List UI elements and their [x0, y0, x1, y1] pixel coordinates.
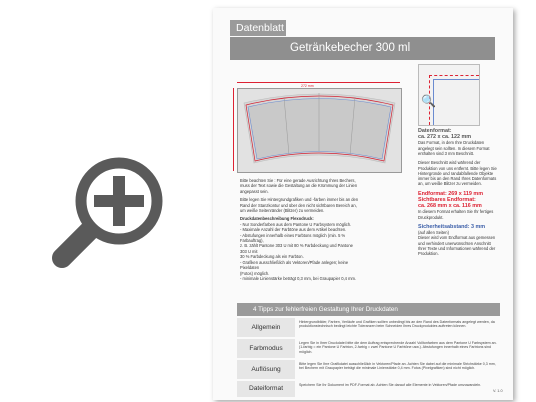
note-background: Bitte legen Sie Hintergrundgrafiken und -farben immer bis an den Rand der Stanzkontur und über den nicht sichtbaren Bereich an, um weiße Seitenränder (Blitzer) zu vermeiden. — [240, 197, 359, 214]
datenformat-value: ca. 272 x ca. 122 mm — [418, 134, 472, 141]
tip-label: Allgemein — [237, 318, 295, 337]
magnifier-icon: 🔍 — [421, 94, 436, 108]
dimension-line-top — [237, 82, 400, 83]
dimension-top-label: 272 mm — [301, 84, 314, 88]
datenformat-text: Das Format, in dem Ihre Druckdaten angelegt sein sollten. In diesem Format enthalten sind 3 mm Beschnitt. — [418, 140, 490, 156]
tip-text: Bitte legen Sie Ihre Grafikdatei ausschließlich in Vektoren/Pfade an. Achten Sie dabei auf die minimale Strichstärke 0,3 mm, bei Bechern mit Graupapier beträgt die minimale Linienstärke 0,4 mm. Fotos (Pixelgrafiken) sind nicht möglich. — [299, 362, 496, 371]
tip-label: Dateiformat — [237, 381, 295, 397]
druck-line: (Fotos) möglich. — [240, 270, 270, 276]
sicherheit-heading: Sicherheitsabstand: 3 mm — [418, 223, 486, 230]
druck-line: - minimale Linienstärke beträgt 0,3 mm, bei Graupapier 0,4 mm. — [240, 275, 357, 281]
safety-line — [433, 79, 479, 125]
sichtbar-heading: Sichtbares Endformat: — [418, 196, 476, 203]
sicherheit-sub: (auf allen Seiten) — [418, 230, 449, 236]
tips-header: 4 Tipps zur fehlerfreien Gestaltung Ihrer Druckdaten — [237, 303, 500, 316]
endformat-heading: Endformat: 269 x 119 mm — [418, 190, 484, 197]
zoom-handle — [62, 228, 92, 258]
druck-line: - Maximale Anzahl der Farbtöne aus dem Artikel beachten. — [240, 227, 347, 233]
tip-row — [237, 318, 500, 337]
cup-wrap-diagram — [238, 89, 401, 172]
dimension-line-side — [233, 88, 234, 171]
tip-label: Farbmodus — [237, 339, 295, 358]
sichtbar-text: In diesem Format erhalten Sie Ihr fertiges Druckprodukt. — [418, 209, 494, 220]
druck-title: Druckdatenbeschreibung Flexodruck: — [240, 216, 314, 222]
page-title: Getränkebecher 300 ml — [230, 37, 495, 60]
druck-line: z. B. zählt Pantone 303 U mit 80 % Farbdeckung und Pantone 303 U mit — [240, 243, 353, 254]
druck-line: - Grafiken ausschließlich als Vektoren/Pfade anlegen; keine Pixeldaten — [240, 259, 349, 271]
tip-text: Legen Sie in Ihrer Druckdatei bitte die dem Auftrag entsprechende Anzahl Volltonfarben aus dem Pantone U Farbsystem an. (1-farbig = ein Pantone U Farbton, 2-farbig = zwei Pantone U Farbtöne usw.). Abstufungen innerhalb eines Farbtons sind möglich. — [299, 341, 497, 354]
bleed-text: Dieser Beschnitt wird während der Produktion von uns entfernt. Bitte legen Sie Hintergründe und randabfallende Objekte immer bis an den Rand Ihres Datenformats an, um weiße Blitzer zu vermeiden. — [418, 160, 497, 187]
sicherheit-text: Dieser wird vom Endformat aus gemessen und verhindert unerwünschten Anschnitt Ihrer Texte und Informationen während der Produktion. — [418, 235, 496, 257]
tip-row — [237, 339, 500, 358]
tip-text: Hintergrundbilder, Farben, Verläufe und Grafiken sollten unbedingt bis an den Rand des Datenformats angelegt werden, da produktionstechnisch bedingt leichte Toleranzen beim Schneiden Ihres Druckproduktes auftreten können. — [299, 320, 495, 329]
zoom-in-icon[interactable] — [0, 0, 213, 402]
datasheet-label: Datenblatt — [230, 20, 286, 36]
print-notes — [240, 178, 360, 281]
note-alignment: Bitte beachten Sie : Für eine gerade Ausrichtung Ihres Bechers, muss der Text sowie die Gestaltung an die Krümmung der Linien angepasst sein. — [240, 178, 358, 194]
tip-text: Speichern Sie Ihr Dokument im PDF-Format ab. Achten Sie darauf alle Elemente in Vektoren/Pfade umzuwandeln. — [299, 383, 482, 387]
version-label: V. 1.0 — [493, 389, 503, 393]
druck-line: - Nur Sonderfarben aus dem Pantone U Farbsystem möglich. — [240, 221, 352, 227]
cup-wrap-template — [237, 88, 402, 173]
datenformat-heading: Datenformat: — [418, 128, 452, 134]
format-info — [418, 128, 500, 261]
tip-label: Auflösung — [237, 360, 295, 379]
druck-line: - Abstufungen innerhalb eines Farbtons möglich (min. 5 % Farbauftrag), — [240, 232, 346, 244]
zoom-plus-h — [94, 195, 144, 207]
sichtbar-value: ca. 268 mm x ca. 116 mm — [418, 203, 482, 210]
druck-line: 30 % Farbdeckung als ein Farbton. — [240, 254, 304, 260]
datasheet-page — [213, 8, 513, 400]
